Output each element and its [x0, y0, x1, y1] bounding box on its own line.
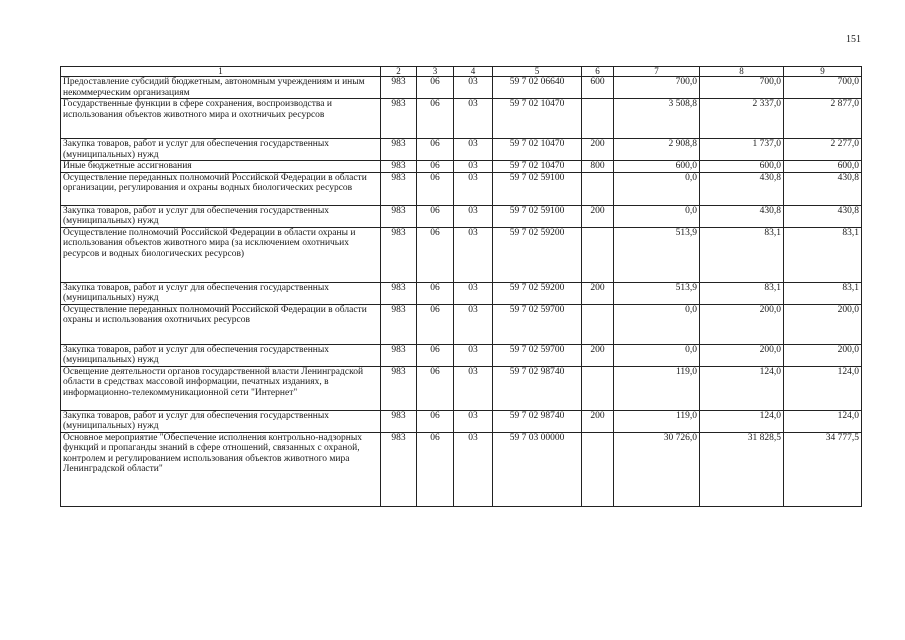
row-admin-code: 983 [381, 205, 417, 227]
row-amount-col9: 83,1 [784, 227, 862, 282]
row-target-article: 59 7 02 59100 [493, 172, 582, 205]
column-header: 5 [493, 67, 582, 77]
row-admin-code: 983 [381, 161, 417, 173]
row-amount-col8: 124,0 [700, 410, 784, 432]
row-admin-code: 983 [381, 432, 417, 506]
budget-table [60, 66, 862, 507]
row-amount-col7: 119,0 [614, 410, 700, 432]
row-expense-type: 200 [582, 344, 614, 366]
row-expense-type: 800 [582, 161, 614, 173]
row-amount-col9: 2 877,0 [784, 99, 862, 139]
row-subsection: 03 [454, 344, 493, 366]
table-row [61, 227, 862, 282]
row-section: 06 [417, 366, 454, 410]
row-name: Государственные функции в сфере сохранения, воспроизводства и использования объектов животного мира и охотничьих ресурсов [61, 99, 381, 139]
row-amount-col9: 124,0 [784, 410, 862, 432]
row-amount-col9: 200,0 [784, 304, 862, 344]
row-amount-col7: 0,0 [614, 172, 700, 205]
row-name: Освещение деятельности органов государственной власти Ленинградской области в средствах массовой информации, печатных изданиях, в информационно-телекоммуникационной сети "Интернет" [61, 366, 381, 410]
row-amount-col9: 124,0 [784, 366, 862, 410]
row-amount-col8: 700,0 [700, 77, 784, 99]
row-amount-col7: 2 908,8 [614, 139, 700, 161]
column-header: 4 [454, 67, 493, 77]
table-row [61, 304, 862, 344]
row-name: Осуществление переданных полномочий Российской Федерации в области охраны и использования охотничьих ресурсов [61, 304, 381, 344]
row-name: Закупка товаров, работ и услуг для обеспечения государственных (муниципальных) нужд [61, 282, 381, 304]
table-row [61, 344, 862, 366]
row-expense-type: 200 [582, 410, 614, 432]
row-amount-col8: 600,0 [700, 161, 784, 173]
row-subsection: 03 [454, 99, 493, 139]
row-target-article: 59 7 02 59200 [493, 227, 582, 282]
row-section: 06 [417, 344, 454, 366]
column-header: 7 [614, 67, 700, 77]
row-section: 06 [417, 205, 454, 227]
row-admin-code: 983 [381, 77, 417, 99]
row-section: 06 [417, 99, 454, 139]
row-amount-col9: 600,0 [784, 161, 862, 173]
row-subsection: 03 [454, 410, 493, 432]
row-section: 06 [417, 77, 454, 99]
row-expense-type: 200 [582, 205, 614, 227]
row-subsection: 03 [454, 172, 493, 205]
header-row [61, 67, 862, 77]
row-subsection: 03 [454, 139, 493, 161]
row-section: 06 [417, 432, 454, 506]
row-target-article: 59 7 02 10470 [493, 161, 582, 173]
row-section: 06 [417, 139, 454, 161]
row-section: 06 [417, 282, 454, 304]
row-expense-type: 200 [582, 139, 614, 161]
row-target-article: 59 7 02 98740 [493, 410, 582, 432]
row-expense-type [582, 366, 614, 410]
row-target-article: 59 7 02 59700 [493, 344, 582, 366]
column-header: 3 [417, 67, 454, 77]
row-amount-col8: 31 828,5 [700, 432, 784, 506]
row-amount-col7: 0,0 [614, 344, 700, 366]
row-section: 06 [417, 161, 454, 173]
row-admin-code: 983 [381, 139, 417, 161]
row-subsection: 03 [454, 161, 493, 173]
row-section: 06 [417, 304, 454, 344]
row-subsection: 03 [454, 205, 493, 227]
row-section: 06 [417, 410, 454, 432]
row-target-article: 59 7 02 10470 [493, 99, 582, 139]
row-target-article: 59 7 02 98740 [493, 366, 582, 410]
row-admin-code: 983 [381, 99, 417, 139]
row-section: 06 [417, 172, 454, 205]
table-row [61, 366, 862, 410]
row-target-article: 59 7 02 59100 [493, 205, 582, 227]
row-name: Осуществление полномочий Российской Федерации в области охраны и использования объектов животного мира (за исключением охотничьих ресурсов и водных биологических ресурсов) [61, 227, 381, 282]
row-amount-col8: 200,0 [700, 344, 784, 366]
row-name: Осуществление переданных полномочий Российской Федерации в области организации, регулирования и охраны водных биологических ресурсов [61, 172, 381, 205]
row-amount-col7: 600,0 [614, 161, 700, 173]
row-expense-type: 600 [582, 77, 614, 99]
row-expense-type [582, 227, 614, 282]
row-amount-col7: 119,0 [614, 366, 700, 410]
row-amount-col9: 700,0 [784, 77, 862, 99]
row-target-article: 59 7 02 10470 [493, 139, 582, 161]
row-expense-type [582, 99, 614, 139]
row-amount-col8: 200,0 [700, 304, 784, 344]
column-header: 8 [700, 67, 784, 77]
table-row [61, 99, 862, 139]
column-header: 1 [61, 67, 381, 77]
row-amount-col9: 34 777,5 [784, 432, 862, 506]
row-target-article: 59 7 02 59700 [493, 304, 582, 344]
row-admin-code: 983 [381, 227, 417, 282]
row-name: Основное мероприятие "Обеспечение исполнения контрольно-надзорных функций и пропаганды знаний в сфере отношений, связанных с охраной, контролем и регулированием использования объектов животного мира Ленинградской области" [61, 432, 381, 506]
row-amount-col9: 2 277,0 [784, 139, 862, 161]
row-amount-col9: 430,8 [784, 172, 862, 205]
row-expense-type [582, 304, 614, 344]
row-amount-col7: 0,0 [614, 304, 700, 344]
table-row [61, 432, 862, 506]
page-number: 151 [846, 34, 861, 45]
row-name: Иные бюджетные ассигнования [61, 161, 381, 173]
row-name: Предоставление субсидий бюджетным, автономным учреждениям и иным некоммерческим организациям [61, 77, 381, 99]
table-row [61, 282, 862, 304]
row-admin-code: 983 [381, 304, 417, 344]
table-row [61, 172, 862, 205]
row-admin-code: 983 [381, 366, 417, 410]
table-row [61, 205, 862, 227]
row-amount-col7: 513,9 [614, 282, 700, 304]
row-expense-type: 200 [582, 282, 614, 304]
row-amount-col7: 0,0 [614, 205, 700, 227]
row-subsection: 03 [454, 304, 493, 344]
column-header: 9 [784, 67, 862, 77]
row-amount-col8: 430,8 [700, 205, 784, 227]
row-admin-code: 983 [381, 172, 417, 205]
row-section: 06 [417, 227, 454, 282]
row-expense-type [582, 172, 614, 205]
row-amount-col9: 83,1 [784, 282, 862, 304]
row-amount-col9: 430,8 [784, 205, 862, 227]
row-admin-code: 983 [381, 344, 417, 366]
row-amount-col8: 430,8 [700, 172, 784, 205]
row-subsection: 03 [454, 366, 493, 410]
row-amount-col7: 700,0 [614, 77, 700, 99]
row-name: Закупка товаров, работ и услуг для обеспечения государственных (муниципальных) нужд [61, 410, 381, 432]
column-header: 2 [381, 67, 417, 77]
row-amount-col8: 1 737,0 [700, 139, 784, 161]
row-subsection: 03 [454, 77, 493, 99]
row-amount-col9: 200,0 [784, 344, 862, 366]
table-row [61, 410, 862, 432]
row-name: Закупка товаров, работ и услуг для обеспечения государственных (муниципальных) нужд [61, 205, 381, 227]
row-target-article: 59 7 02 06640 [493, 77, 582, 99]
row-amount-col8: 83,1 [700, 227, 784, 282]
row-name: Закупка товаров, работ и услуг для обеспечения государственных (муниципальных) нужд [61, 344, 381, 366]
row-subsection: 03 [454, 432, 493, 506]
column-header: 6 [582, 67, 614, 77]
row-amount-col7: 30 726,0 [614, 432, 700, 506]
row-target-article: 59 7 03 00000 [493, 432, 582, 506]
row-amount-col8: 2 337,0 [700, 99, 784, 139]
row-amount-col7: 3 508,8 [614, 99, 700, 139]
row-amount-col7: 513,9 [614, 227, 700, 282]
row-subsection: 03 [454, 227, 493, 282]
table-row [61, 161, 862, 173]
row-admin-code: 983 [381, 410, 417, 432]
row-amount-col8: 124,0 [700, 366, 784, 410]
row-expense-type [582, 432, 614, 506]
table-row [61, 77, 862, 99]
row-name: Закупка товаров, работ и услуг для обеспечения государственных (муниципальных) нужд [61, 139, 381, 161]
row-subsection: 03 [454, 282, 493, 304]
row-target-article: 59 7 02 59200 [493, 282, 582, 304]
row-admin-code: 983 [381, 282, 417, 304]
table-row [61, 139, 862, 161]
row-amount-col8: 83,1 [700, 282, 784, 304]
